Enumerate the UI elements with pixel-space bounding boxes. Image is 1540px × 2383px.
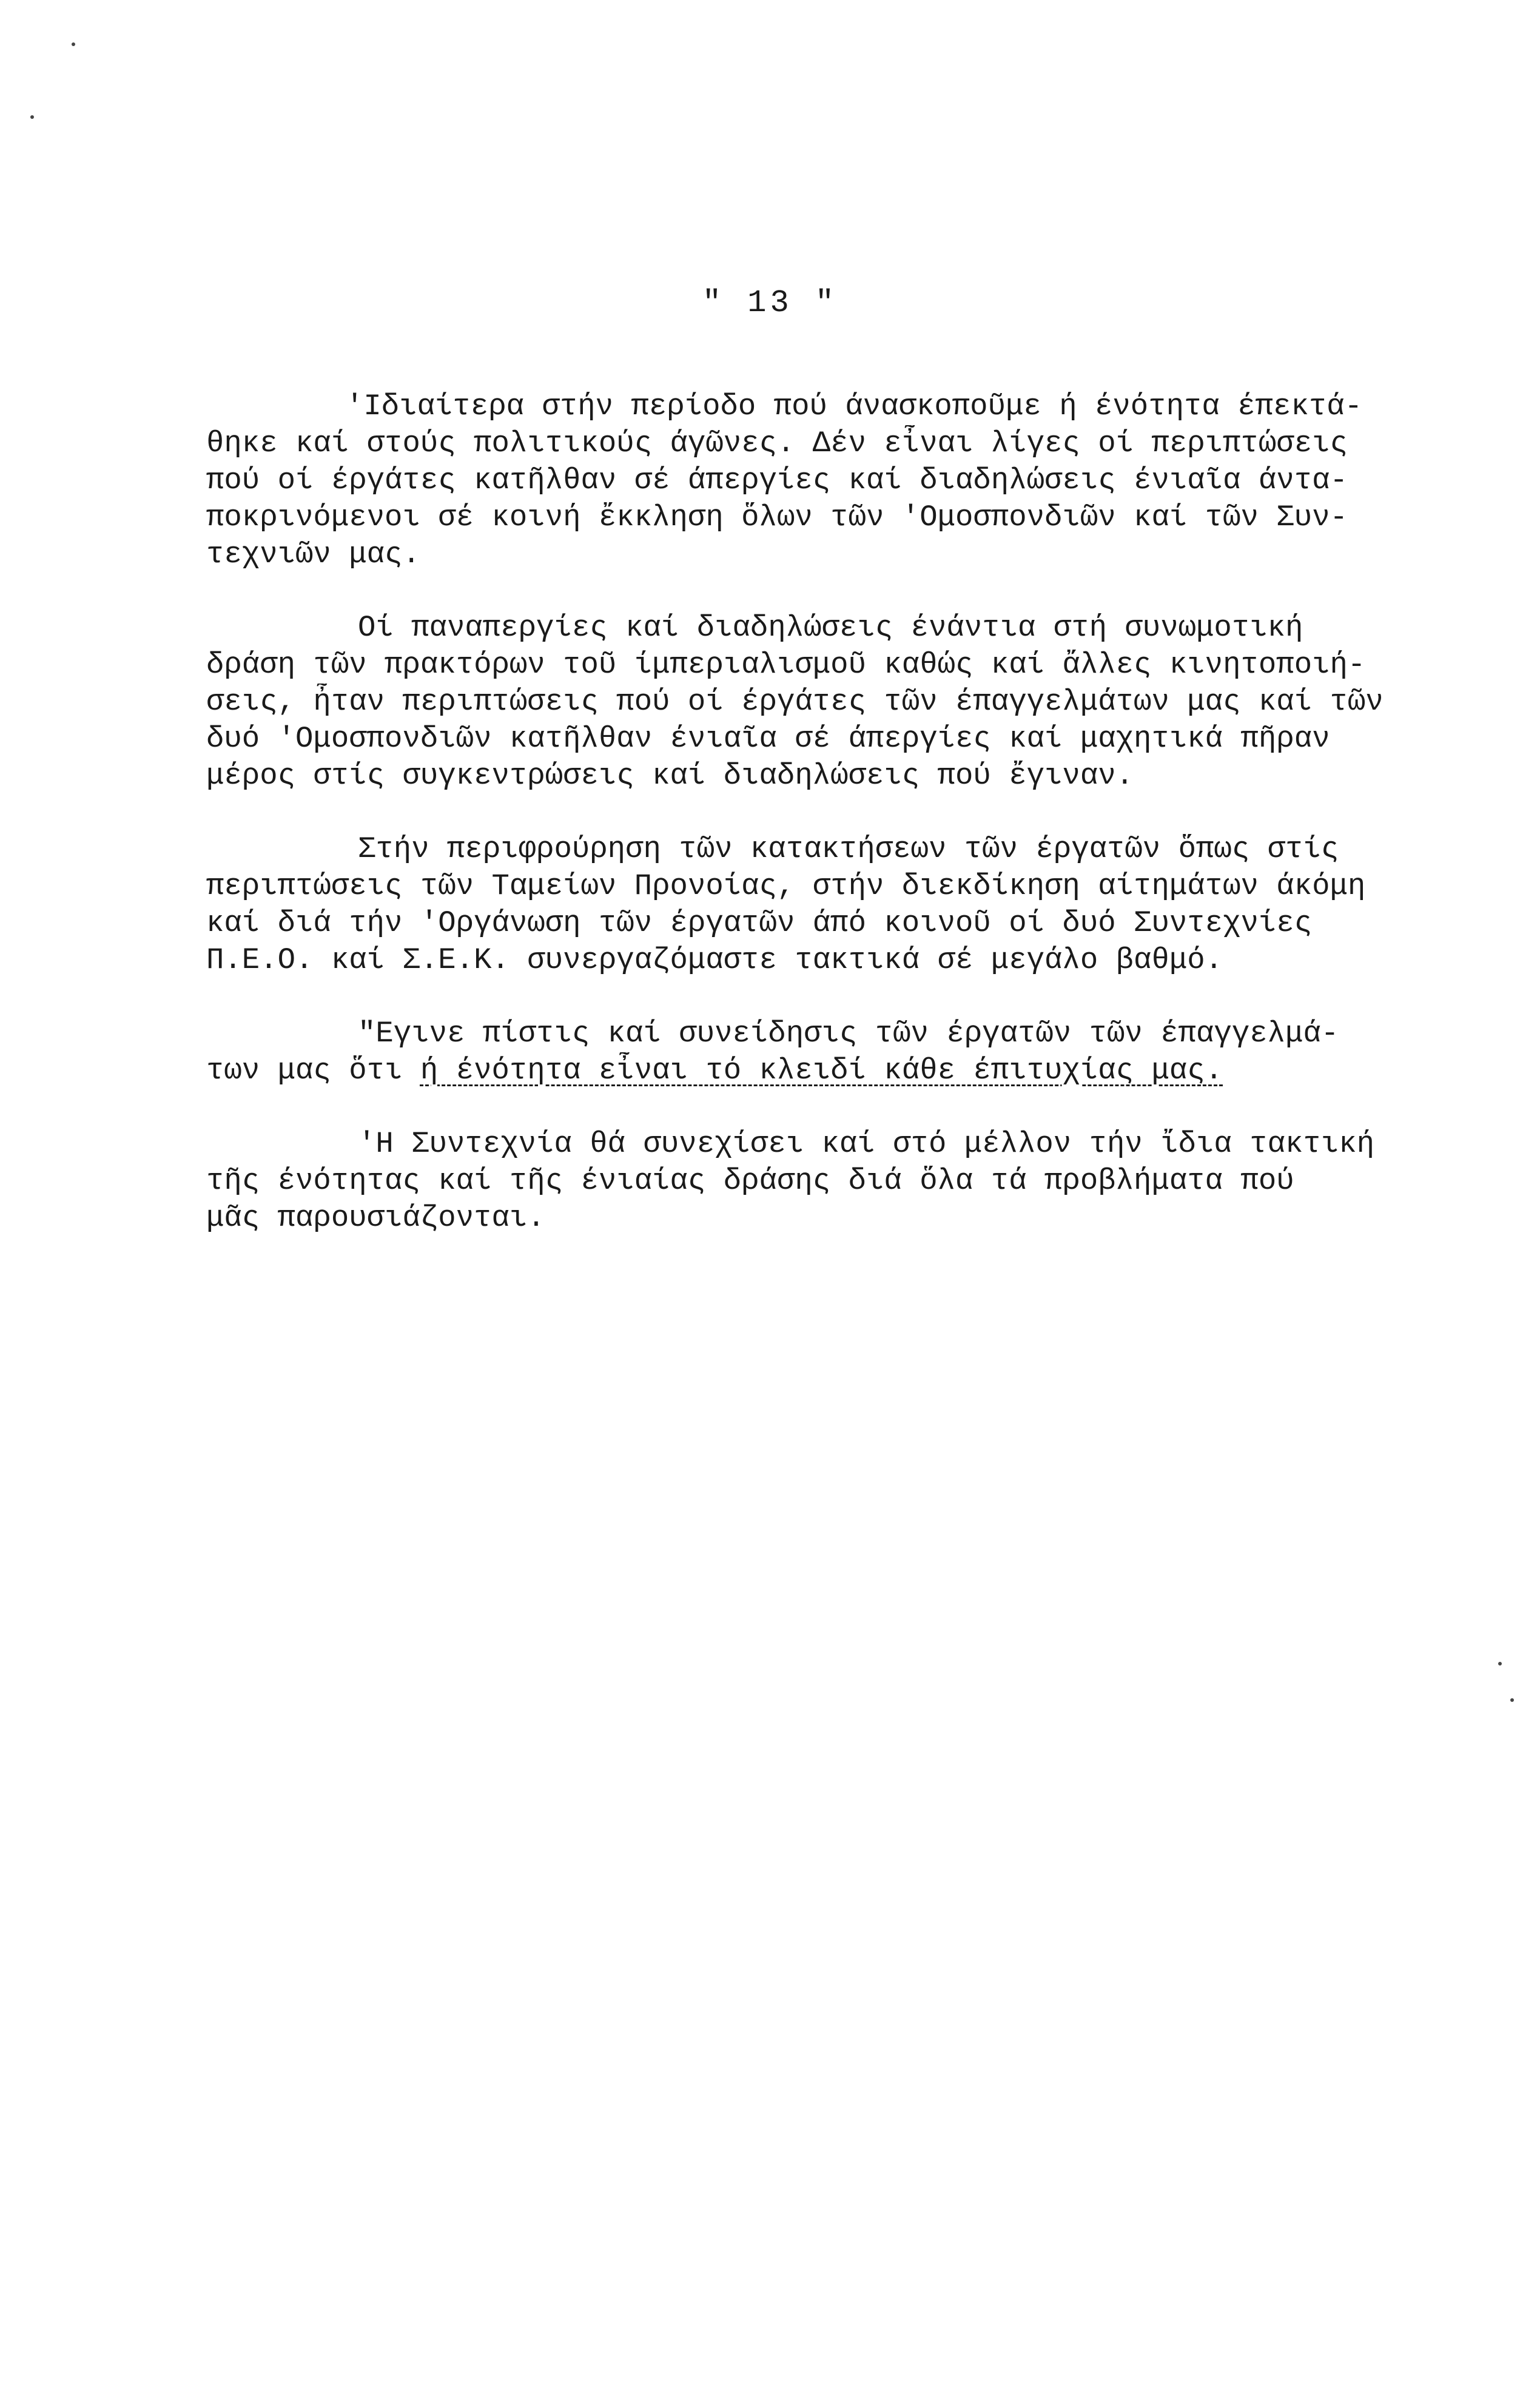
text-line: Οί παναπεργίες καί διαδηλώσεις ένάντια στή συνωμοτική (358, 611, 1303, 645)
text-line: μέρος στίς συγκεντρώσεις καί διαδηλώσεις πού ἔγιναν. (206, 759, 1134, 793)
text-line: δράση τῶν πρακτόρων τοῦ ίμπεριαλισμοῦ καθώς καί ἄλλες κινητοποιή- (206, 648, 1366, 682)
document-body (206, 388, 1468, 1273)
scan-speck (1510, 1698, 1514, 1702)
text-line: 'Η Συντεχνία θά συνεχίσει καί στό μέλλον τήν ἴδια τακτική (358, 1127, 1375, 1161)
text-line: καί διά τήν 'Οργάνωση τῶν έργατῶν άπό κοινοῦ οί δυό Συντεχνίες (206, 906, 1313, 940)
scan-speck (72, 42, 75, 46)
text-line: ποκρινόμενοι σέ κοινή ἔκκληση ὅλων τῶν 'Ομοσπονδιῶν καί τῶν Συν- (206, 500, 1348, 534)
text-line: "Εγινε πίστις καί συνείδησις τῶν έργατῶν τῶν έπαγγελμά- (358, 1017, 1339, 1050)
underlined-emphasis: ή ένότητα εἶναι τό κλειδί κάθε έπιτυχίας μας. (420, 1054, 1223, 1087)
paragraph-future (206, 1126, 1468, 1237)
scan-speck (1498, 1662, 1502, 1665)
text-segment: των μας ὅτι (206, 1054, 420, 1087)
text-line: πού οί έργάτες κατῆλθαν σέ άπεργίες καί διαδηλώσεις ένιαῖα άντα- (206, 463, 1348, 497)
paragraph-unity-key (206, 1015, 1468, 1089)
scan-speck (30, 115, 34, 119)
paragraph-unity-struggles (206, 388, 1468, 573)
text-line: μᾶς παρουσιάζονται. (206, 1201, 545, 1235)
text-line: τῆς ένότητας καί τῆς ένιαίας δράσης διά ὅλα τά προβλήματα πού (206, 1164, 1294, 1198)
text-line (206, 1052, 1468, 1089)
text-line: περιπτώσεις τῶν Ταμείων Προνοίας, στήν διεκδίκηση αίτημάτων άκόμη (206, 869, 1366, 903)
text-line: δυό 'Ομοσπονδιῶν κατῆλθαν ένιαῖα σέ άπεργίες καί μαχητικά πῆραν (206, 722, 1330, 756)
text-line: Στήν περιφρούρηση τῶν κατακτήσεων τῶν έργατῶν ὅπως στίς (358, 832, 1339, 866)
page-number: " 13 " (702, 285, 838, 321)
text-line: 'Ιδιαίτερα στήν περίοδο πού άνασκοποῦμε ή ένότητα έπεκτά- (346, 389, 1363, 423)
text-line: θηκε καί στούς πολιτικούς άγῶνες. Δέν εἶναι λίγες οί περιπτώσεις (206, 426, 1348, 460)
paragraph-general-strikes (206, 610, 1468, 795)
paragraph-cooperation (206, 831, 1468, 979)
text-line: σεις, ἦταν περιπτώσεις πού οί έργάτες τῶν έπαγγελμάτων μας καί τῶν (206, 685, 1384, 719)
text-line: τεχνιῶν μας. (206, 537, 420, 571)
text-line: Π.Ε.Ο. καί Σ.Ε.Κ. συνεργαζόμαστε τακτικά σέ μεγάλο βαθμό. (206, 943, 1223, 977)
